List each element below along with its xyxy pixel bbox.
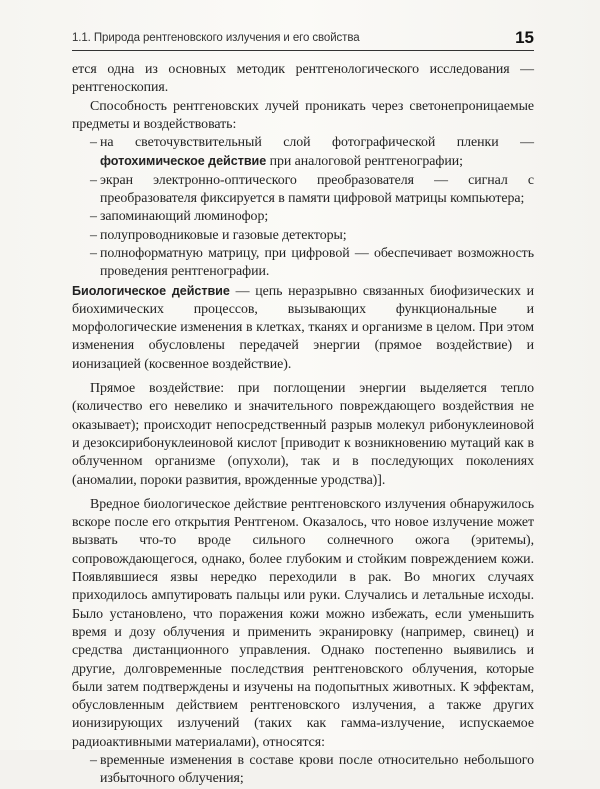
- paragraph-continuation: ется одна из основных методик рентгенологического исследования — рентгеноскопия.: [72, 62, 534, 96]
- paragraph-penetration: Способность рентгеновских лучей проникать через светонепроницаемые предметы и воздействовать:: [72, 98, 534, 132]
- list-item-text: на светочувствительный слой фотографической пленки —: [100, 135, 534, 151]
- penetration-list: [72, 134, 534, 281]
- list-item-matrix: – полноформатную матрицу, при цифровой — обеспечивает возможность проведения рентгенографии.: [90, 245, 534, 282]
- list-item-converter: – экран электронно-оптического преобразователя — сигнал с преобразователя фиксируется в памяти цифровой матрицы компьютера;: [90, 172, 534, 209]
- paragraph-direct-effect: Прямое воздействие: при поглощении энергии выделяется тепло (количество его невелико и значительного повреждающего воздействия не оказывает); происходит непосредственный разрыв молекул рибонуклеиновой и дезоксирибонуклеиновой кислот [приводит к возникновению мутаций как в облученном организме (опухоли), так и в последующих поколениях (аномалии, пороки развития, врожденные уродства)].: [72, 381, 534, 488]
- page-number: 15: [515, 28, 534, 47]
- paragraph-biological-text: — цепь неразрывно связанных биофизических и биохимических процессов, вызывающих функциональные и морфологические изменения в клетках, тканях и организме в целом. При этом изменения обусловлены передачей энергии (прямое воздействие) и ионизацией (косвенное воздействие).: [72, 283, 534, 372]
- list-item-phosphor: – запоминающий люминофор;: [90, 208, 534, 226]
- term-biological: Биологическое действие: [72, 283, 230, 298]
- list-item-text: при аналоговой рентгенографии;: [266, 154, 463, 170]
- paragraph-harmful-effect: Вредное биологическое действие рентгеновского излучения обнаружилось вскоре после его открытия Рентгеном. Оказалось, что новое излучение может вызвать что-то вроде сильного солнечного ожога (эритемы), сопровождающегося, однако, более глубоким и стойким повреждением кожи. Появлявшиеся язвы нередко переходили в рак. Во многих случаях приходилось ампутировать пальцы или руки. Случались и летальные исходы. Было установлено, что поражения кожи можно избежать, если уменьшить время и дозу облучения и применить экранировку (например, свинец) и средства дистанционного управления. Однако постепенно выявились и другие, долговременные последствия рентгеновского облучения, которые были затем подтверждены и изучены на подопытных животных. К эффектам, обусловленным действием рентгеновского излучения, а также других ионизирующих излучений (таких как гамма-излучение, испускаемое радиоактивными материалами), относятся:: [72, 496, 534, 750]
- running-header: [72, 28, 534, 51]
- paragraph-biological: [72, 282, 534, 374]
- list-item-photo-film: [90, 134, 534, 172]
- effects-list: [72, 752, 534, 789]
- page-body: [72, 61, 534, 789]
- list-item-blood: – временные изменения в составе крови после относительно небольшого избыточного облучения;: [90, 752, 534, 789]
- term-photochemical: фотохимическое действие: [100, 154, 267, 169]
- list-item-detectors: – полупроводниковые и газовые детекторы;: [90, 227, 534, 245]
- running-title: 1.1. Природа рентгеновского излучения и его свойства: [72, 32, 360, 44]
